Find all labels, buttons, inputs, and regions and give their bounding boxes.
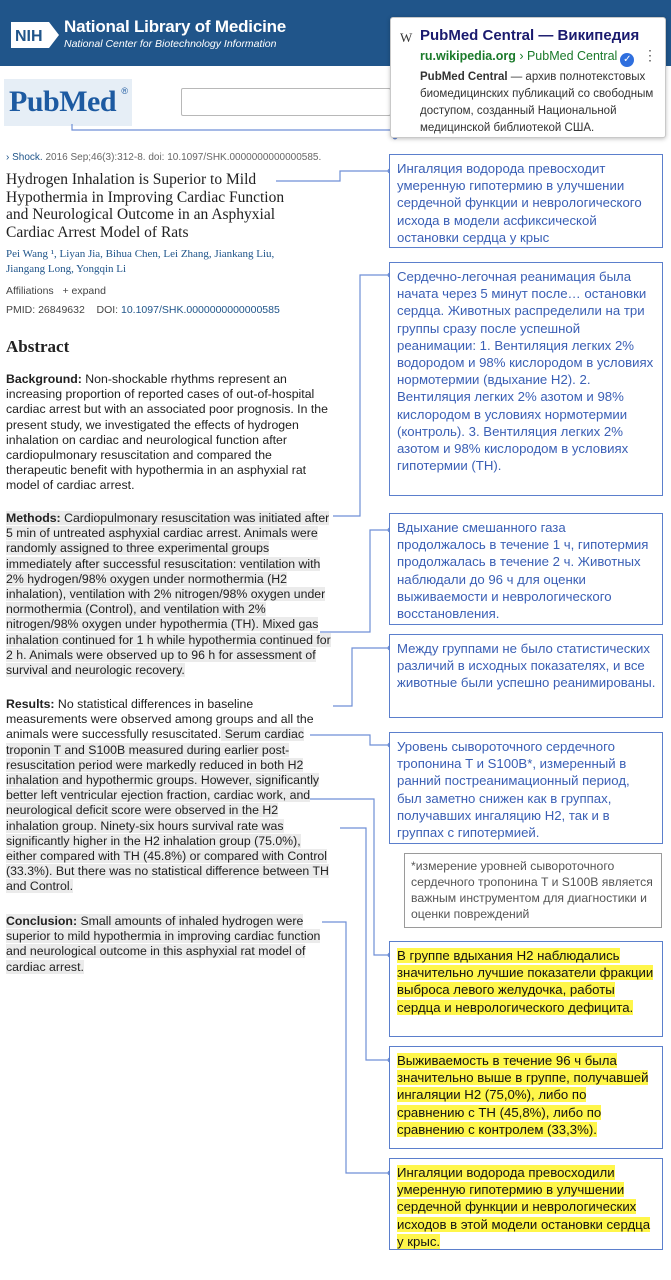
- annotation-box-conclusion: [389, 1158, 663, 1250]
- abstract-conclusion: [6, 914, 333, 975]
- pubmed-logo-text: PubMed: [9, 85, 117, 118]
- methods-label: Methods:: [6, 511, 61, 525]
- nih-title[interactable]: National Library of Medicine: [64, 17, 287, 36]
- abstract-methods: [6, 511, 333, 678]
- annotation-conclusion-text: Ингаляции водорода превосходили умеренную гипотермию в улучшении сердечной функции и неврологических исходов в этой модели остановки сердца у крыс.: [397, 1165, 651, 1249]
- abstract-background: [6, 372, 333, 494]
- annotation-ef-text: В группе вдыхания H2 наблюдались значительно лучшие показатели фракции выброса левого желудочка, работы сердца и неврологического дефицита.: [397, 948, 654, 1015]
- connector-7: [340, 828, 390, 1060]
- citation-line: [6, 152, 321, 163]
- annotation-survival-text: Выживаемость в течение 96 ч была значительно выше в группе, получавшей ингаляции H2 (75,0%), либо по сравнению с TH (45,8%), либо по сравнению с контролем (33,3%).: [397, 1053, 649, 1137]
- wiki-url-path: › PubMed Central: [515, 49, 618, 63]
- results-text-4: Ninety-six hours survival rate was significantly higher in the H2 inhalation group (75.0%), either compared with TH (45.8%) or compared with Control (33.3%).: [6, 818, 327, 879]
- conclusion-text: Small amounts of inhaled hydrogen were superior to mild hypothermia in improving cardiac function and neurological outcome in this asphyxial rat model of cardiac arrest.: [6, 914, 321, 974]
- expand-affiliations-button[interactable]: + expand: [62, 285, 106, 297]
- results-text-3: However, significantly better left ventricular ejection fraction, cardiac work, and neurological deficit score were observed in the H2 inhalation group.: [6, 773, 320, 833]
- wiki-card-url[interactable]: [420, 49, 634, 67]
- wikipedia-card[interactable]: [390, 17, 666, 138]
- results-label: Results:: [6, 697, 55, 711]
- methods-text-1: Cardiopulmonary resuscitation was initiated after 5 min of untreated asphyxial cardiac arrest. Animals were randomly assigned to three experimental groups immediately after successful resuscitation: ventilation with 2% hydrogen/98% oxygen under normothermia (H2 inhalation), ventilation with 2% nitrogen/98% oxygen under normothermia (Control), and ventilation with 2% nitrogen/98% oxygen under hypothermia (TH).: [6, 511, 330, 632]
- connector-2: [333, 275, 390, 516]
- abstract-results: [6, 697, 333, 895]
- doi-link[interactable]: 10.1097/SHK.0000000000000585: [121, 304, 280, 316]
- article-title: Hydrogen Inhalation is Superior to Mild Hypothermia in Improving Cardiac Function and Neurological Outcome in an Asphyxial Cardiac Arrest Model of Rats: [6, 171, 285, 241]
- nih-subtitle: National Center for Biotechnology Information: [64, 38, 277, 50]
- pmid-label: PMID: 26849632: [6, 304, 85, 316]
- doi-label: DOI:: [96, 304, 121, 316]
- annotation-box-gas: Вдыхание смешанного газа продолжалось в течение 1 ч, гипотермия продолжалась в течение 2 ч. Животных наблюдали до 96 ч для оценки выживаемости и неврологического восстановления.: [389, 513, 663, 625]
- nih-logo-icon[interactable]: [9, 20, 61, 50]
- annotation-box-title: Ингаляция водорода превосходит умеренную гипотермию в улучшении сердечной функции и неврологического исхода в модели асфиксической остановки сердца у крыс: [389, 154, 663, 248]
- annotation-box-methods: Сердечно-легочная реанимация была начата через 5 минут после… остановки сердца. Животных распределили на три группы сразу после успешной реанимации: 1. Вентиляция легких 2% водородом и 98% кислородом в условиях нормотермии (вдыхание H2). 2. Вентиляция легких 2% азотом и 98% кислородом в условиях нормотермии (контроль). 3. Вентиляция легких 2% азотом и 98% кислородом в условиях гипотермии (TH).: [389, 262, 663, 496]
- wiki-card-description: [420, 69, 660, 137]
- affiliations-label: Affiliations: [6, 285, 54, 297]
- abstract-heading: Abstract: [6, 337, 70, 356]
- wiki-desc-text: — архив полнотекстовых биомедицинских публикаций со свободным доступом, созданный Национальной медицинской библиотекой США.: [420, 71, 654, 134]
- wiki-card-title[interactable]: PubMed Central — Википедия: [420, 27, 640, 44]
- methods-text-2: Mixed gas inhalation continued for 1 h while hypothermia continued for 2 h. Animals were observed up to 96 h for assessment of survival and neurologic recovery.: [6, 617, 331, 678]
- journal-link[interactable]: › Shock.: [6, 152, 43, 163]
- wiki-desc-bold: PubMed Central: [420, 71, 508, 83]
- background-label: Background:: [6, 372, 82, 386]
- pubmed-logo[interactable]: [4, 79, 132, 126]
- results-text-2: Serum cardiac troponin T and S100B measured during earlier post-resuscitation period were markedly reduced in both H2 inhalation and hypothermic groups.: [6, 727, 304, 788]
- wiki-url-domain: ru.wikipedia.org: [420, 49, 516, 63]
- annotation-box-baseline: Между группами не было статистических различий в исходных показателях, и все животные были успешно реанимированы.: [389, 634, 663, 718]
- affiliations-row: [6, 285, 106, 297]
- citation-details: 2016 Sep;46(3):312-8. doi: 10.1097/SHK.0000000000000585.: [42, 152, 322, 163]
- conclusion-label: Conclusion:: [6, 914, 78, 928]
- svg-text:NIH: NIH: [15, 28, 43, 45]
- pmid-doi-row: [6, 304, 280, 316]
- search-input[interactable]: [181, 88, 391, 116]
- registered-mark: ®: [121, 86, 128, 96]
- connector-4: [333, 648, 390, 706]
- background-text: Non-shockable rhythms represent an increasing proportion of reported cases of out-of-hospital cardiac arrest but with an associated poor prognosis. In the present study, we investigated the effects of hydrogen inhalation on cardiac and neurological function after cardiopulmonary resuscitation and compared the therapeutic benefit with hypothermia in an asphyxial rat model of cardiac arrest.: [6, 372, 328, 493]
- annotation-box-survival: [389, 1046, 663, 1149]
- footnote-box: *измерение уровней сывороточного сердечного тропонина T и S100B является важным инструментом для диагностики и оценки повреждений: [404, 853, 662, 928]
- wikipedia-icon: W: [400, 30, 413, 45]
- annotation-box-ef: [389, 941, 663, 1037]
- annotation-box-troponin: Уровень сывороточного сердечного тропонина T и S100B*, измеренный в ранний постреанимационный период, был заметно снижен как в группах, получавших ингаляцию H2, так и в группах с гипотермией.: [389, 732, 663, 844]
- verified-check-icon: ✓: [620, 53, 634, 67]
- results-text-5: But there was no statistical difference between TH and Control.: [6, 864, 329, 894]
- more-options-icon[interactable]: ⋮: [643, 47, 657, 63]
- results-text-1: No statistical differences in baseline measurements were observed among groups and all the animals were successfully resuscitated.: [6, 697, 314, 742]
- author-list[interactable]: Pei Wang ¹, Liyan Jia, Bihua Chen, Lei Zhang, Jiankang Liu, Jiangang Long, Yongqin Li: [6, 248, 275, 275]
